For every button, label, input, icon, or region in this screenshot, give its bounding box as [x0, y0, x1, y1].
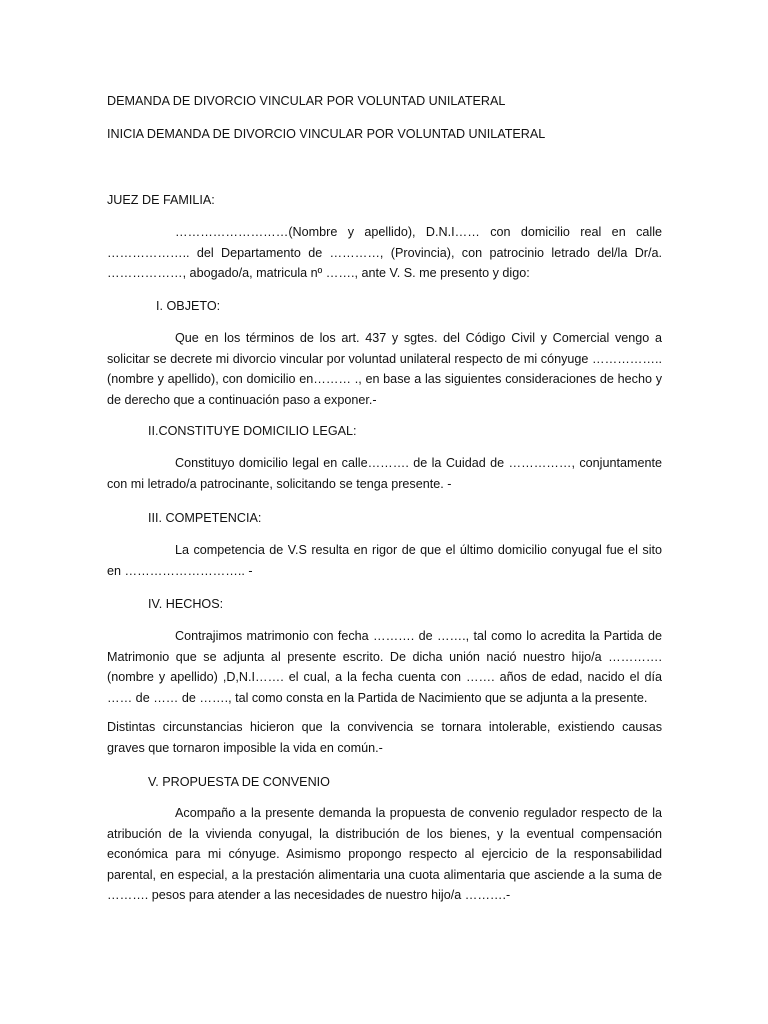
paragraph-propuesta-convenio: Acompaño a la presente demanda la propuesta de convenio regulador respecto de la atribución de la vivienda conyugal, la distribución de los bienes, y la eventual compensación económica para mi cónyuge. Asimismo propongo respecto al ejercicio de la responsabilidad parental, en especial, a la prestación alimentaria una cuota alimentaria que asciende a la suma de ………. pesos para atender a las necesidades de nuestro hijo/a ……….-: [107, 806, 662, 902]
document-subtitle: INICIA DEMANDA DE DIVORCIO VINCULAR POR VOLUNTAD UNILATERAL: [107, 127, 546, 141]
intro-paragraph: ………………………(Nombre y apellido), D.N.I…… con domicilio real en calle ……………….. del Departamento de …………, (Provincia), con patrocinio letrado del/la Dr/a. ………………, abogado/a, matricula nº ……., ante V. S. me presento y digo:: [107, 225, 662, 280]
paragraph-hechos-1: Contrajimos matrimonio con fecha ………. de ……., tal como lo acredita la Partida de Matrimonio que se adjunta al presente escrito. De dicha unión nació nuestro hijo/a ………….(nombre y apellido) ,D,N.I……. el cual, a la fecha cuenta con ……. años de edad, nacido el día …… de …… de ……., tal como consta en la Partida de Nacimiento que se adjunta a la presente.: [107, 629, 662, 705]
section-heading-competencia: III. COMPETENCIA:: [148, 511, 262, 525]
document-title: DEMANDA DE DIVORCIO VINCULAR POR VOLUNTAD UNILATERAL: [107, 94, 506, 108]
paragraph-domicilio-legal: Constituyo domicilio legal en calle………. de la Cuidad de ……………, conjuntamente con mi letrado/a patrocinante, solicitando se tenga presente. -: [107, 456, 662, 491]
section-heading-hechos: IV. HECHOS:: [148, 597, 224, 611]
paragraph-competencia: La competencia de V.S resulta en rigor de que el último domicilio conyugal fue el sito en ……………………….. -: [107, 543, 662, 578]
paragraph-objeto: Que en los términos de los art. 437 y sgtes. del Código Civil y Comercial vengo a solicitar se decrete mi divorcio vincular por voluntad unilateral respecto de mi cónyuge ……………..(nombre y apellido), con domicilio en……… ., en base a las siguientes consideraciones de hecho y de derecho que a continuación paso a exponer.-: [107, 331, 662, 407]
section-heading-domicilio-legal: II.CONSTITUYE DOMICILIO LEGAL:: [148, 424, 357, 438]
section-heading-propuesta-convenio: V. PROPUESTA DE CONVENIO: [148, 775, 330, 789]
paragraph-hechos-2: Distintas circunstancias hicieron que la convivencia se tornara intolerable, existiendo causas graves que tornaron imposible la vida en común.-: [107, 720, 662, 755]
section-heading-objeto: I. OBJETO:: [156, 299, 221, 313]
addressee: JUEZ DE FAMILIA:: [107, 193, 215, 207]
